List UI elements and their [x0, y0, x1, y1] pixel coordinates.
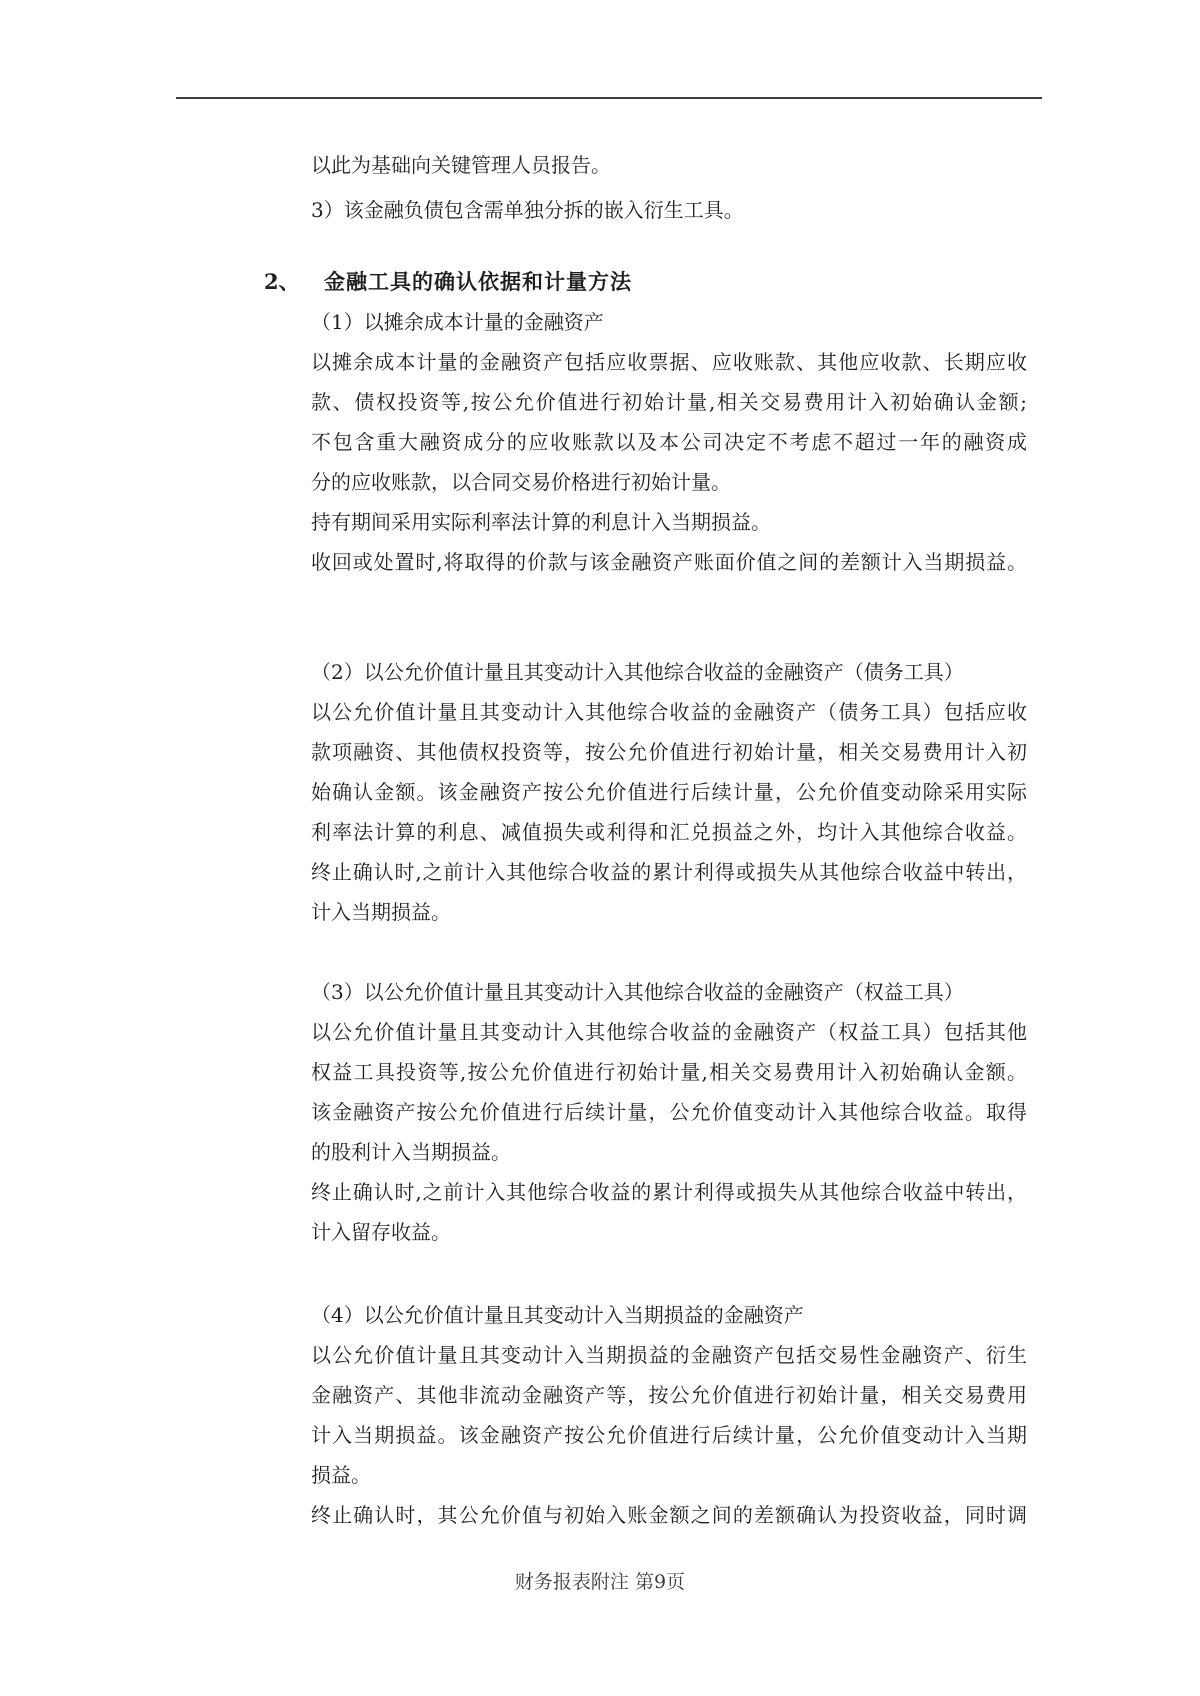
paragraph-line: 的股利计入当期损益。: [311, 1140, 511, 1164]
paragraph-line: 终止确认时,之前计入其他综合收益的累计利得或损失从其他综合收益中转出，: [311, 860, 1027, 884]
paragraph-line: 以公允价值计量且其变动计入其他综合收益的金融资产（权益工具）包括其他: [311, 1020, 1027, 1044]
paragraph-line: 该金融资产按公允价值进行后续计量，公允价值变动计入其他综合收益。取得: [311, 1100, 1027, 1124]
paragraph-line: 不包含重大融资成分的应收账款以及本公司决定不考虑不超过一年的融资成: [311, 430, 1027, 454]
paragraph-line: 终止确认时，其公允价值与初始入账金额之间的差额确认为投资收益，同时调: [311, 1503, 1027, 1527]
subsection-3-paragraph: [311, 1012, 1027, 1252]
paragraph-line: 以公允价值计量且其变动计入其他综合收益的金融资产（债务工具）包括应收: [311, 700, 1027, 724]
subsection-3-heading: （3）以公允价值计量且其变动计入其他综合收益的金融资产（权益工具）: [311, 980, 964, 1004]
paragraph-line: 分的应收账款，以合同交易价格进行初始计量。: [311, 470, 731, 494]
paragraph-line: 3）该金融负债包含需单独分拆的嵌入衍生工具。: [311, 198, 744, 222]
paragraph-line: 款、债权投资等,按公允价值进行初始计量,相关交易费用计入初始确认金额;: [311, 390, 1027, 414]
paragraph-line: 计入当期损益。: [311, 900, 451, 924]
subsection-2-paragraph: [311, 692, 1027, 932]
paragraph-line: 金融资产、其他非流动金融资产等，按公允价值进行初始计量，相关交易费用: [311, 1383, 1027, 1407]
paragraph-line: 收回或处置时,将取得的价款与该金融资产账面价值之间的差额计入当期损益。: [311, 550, 1027, 574]
paragraph-line: 终止确认时,之前计入其他综合收益的累计利得或损失从其他综合收益中转出，: [311, 1180, 1027, 1204]
header-rule: [176, 97, 1042, 99]
paragraph-line: 损益。: [311, 1463, 371, 1487]
subsection-1-heading: （1）以摊余成本计量的金融资产: [311, 310, 604, 334]
subsection-1-paragraph: [311, 342, 1027, 582]
paragraph-line: 以公允价值计量且其变动计入当期损益的金融资产包括交易性金融资产、衍生: [311, 1343, 1027, 1367]
document-body: [264, 143, 1027, 1535]
section-number: 2、: [264, 269, 300, 294]
intro-paragraph: [311, 143, 1027, 233]
section-heading: [264, 262, 1027, 302]
page-footer: 财务报表附注 第9页: [514, 1571, 686, 1593]
paragraph-line: 权益工具投资等,按公允价值进行初始计量,相关交易费用计入初始确认金额。: [311, 1060, 1027, 1084]
paragraph-line: 计入当期损益。该金融资产按公允价值进行后续计量，公允价值变动计入当期: [311, 1423, 1027, 1447]
paragraph-line: 计入留存收益。: [311, 1220, 451, 1244]
paragraph-line: 以此为基础向关键管理人员报告。: [311, 153, 611, 177]
subsection-4-heading: （4）以公允价值计量且其变动计入当期损益的金融资产: [311, 1303, 804, 1327]
paragraph-line: 持有期间采用实际利率法计算的利息计入当期损益。: [311, 510, 771, 534]
paragraph-line: 款项融资、其他债权投资等，按公允价值进行初始计量，相关交易费用计入初: [311, 740, 1027, 764]
paragraph-line: 利率法计算的利息、减值损失或利得和汇兑损益之外，均计入其他综合收益。: [311, 820, 1027, 844]
section-title: 金融工具的确认依据和计量方法: [324, 269, 632, 294]
paragraph-line: 始确认金额。该金融资产按公允价值进行后续计量，公允价值变动除采用实际: [311, 780, 1027, 804]
subsection-2-heading: （2）以公允价值计量且其变动计入其他综合收益的金融资产（债务工具）: [311, 660, 964, 684]
paragraph-line: 以摊余成本计量的金融资产包括应收票据、应收账款、其他应收款、长期应收: [311, 350, 1027, 374]
subsection-4-paragraph: [311, 1335, 1027, 1535]
